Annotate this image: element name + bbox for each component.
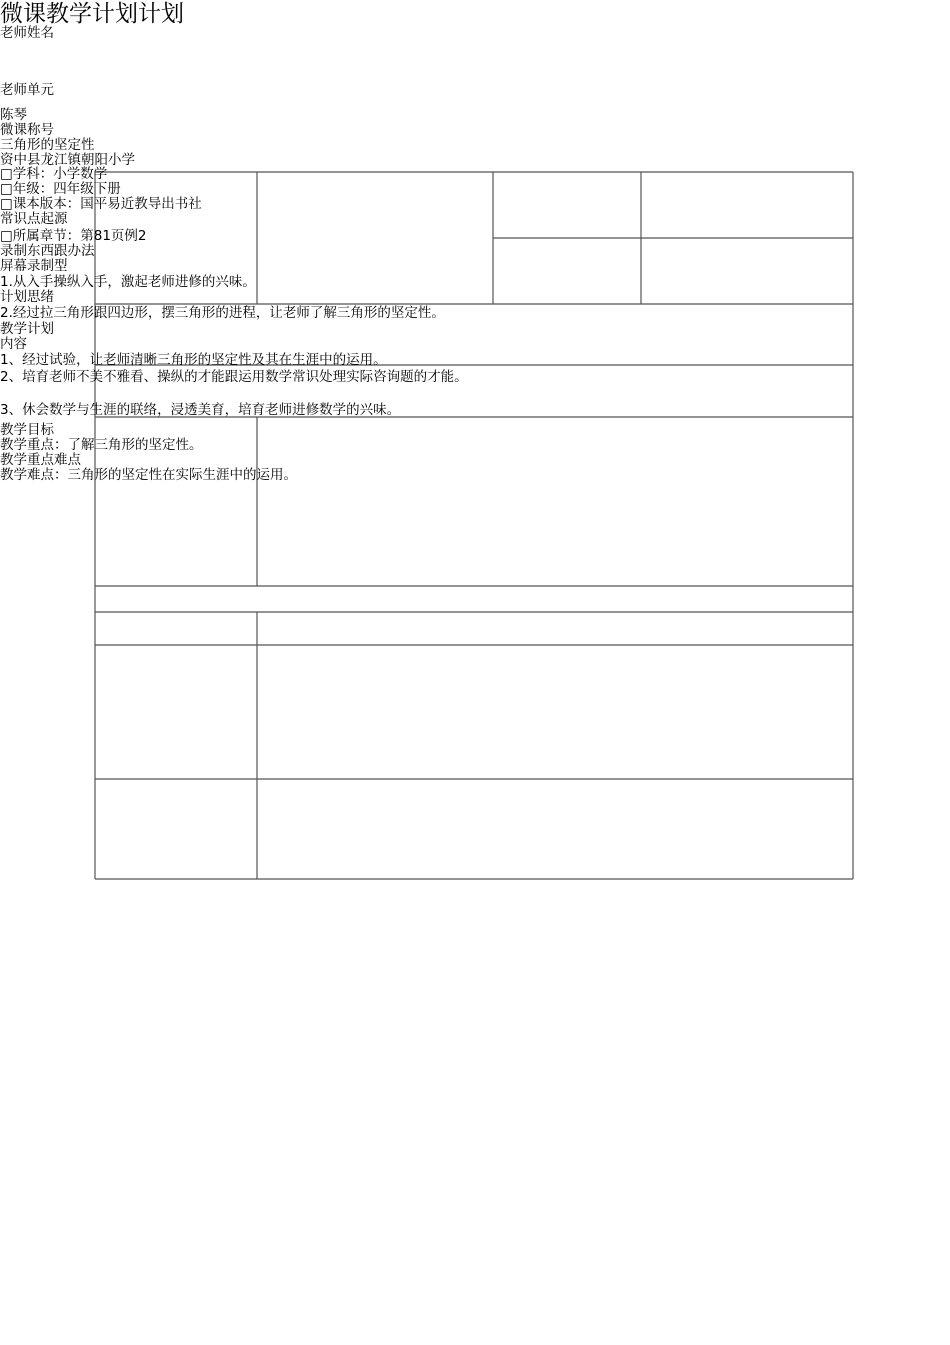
label-teaching-goal: 教学目标 xyxy=(0,422,54,438)
label-recording-method: 录制东西跟办法 xyxy=(0,243,95,259)
key-point: 教学重点：了解三角形的坚定性。 xyxy=(0,437,203,453)
objective-1: 1、经过试验，让老师清晰三角形的坚定性及其在生涯中的运用。 xyxy=(0,352,387,368)
difficult-point: 教学难点：三角形的坚定性在实际生涯中的运用。 xyxy=(0,467,297,483)
label-key-difficult: 教学重点难点 xyxy=(0,452,81,468)
value-lesson-title: 三角形的坚定性 xyxy=(0,137,95,153)
document-title: 微课教学计划计划 xyxy=(0,1,184,27)
label-teacher-unit: 老师单元 xyxy=(0,82,54,98)
value-chapter: □所属章节：第81页例2 xyxy=(0,228,147,244)
objective-2: 2、培育老师不美不雅看、操纵的才能跟运用数学常识处理实际咨询题的才能。 xyxy=(0,369,468,385)
label-lesson-title: 微课称号 xyxy=(0,122,54,138)
label-content: 内容 xyxy=(0,336,27,352)
value-subject: □学科：小学数学 xyxy=(0,166,108,182)
label-knowledge-source: 常识点起源 xyxy=(0,211,68,227)
objective-3: 3、休会数学与生涯的联络，浸透美育，培育老师进修数学的兴味。 xyxy=(0,402,401,418)
design-point-1: 1.从入手操纵入手，激起老师进修的兴味。 xyxy=(0,274,256,290)
value-recording-type: 屏幕录制型 xyxy=(0,258,68,274)
label-design-idea: 计划思绪 xyxy=(0,289,54,305)
label-teacher-name: 老师姓名 xyxy=(0,25,54,41)
value-school: 资中县龙江镇朝阳小学 xyxy=(0,152,135,168)
value-teacher: 陈琴 xyxy=(0,107,27,123)
value-textbook: □课本版本：国平易近教导出书社 xyxy=(0,196,202,212)
label-teaching-plan: 教学计划 xyxy=(0,321,54,337)
value-grade: □年级：四年级下册 xyxy=(0,181,121,197)
design-point-2: 2.经过拉三角形跟四边形，摆三角形的进程，让老师了解三角形的坚定性。 xyxy=(0,305,445,321)
